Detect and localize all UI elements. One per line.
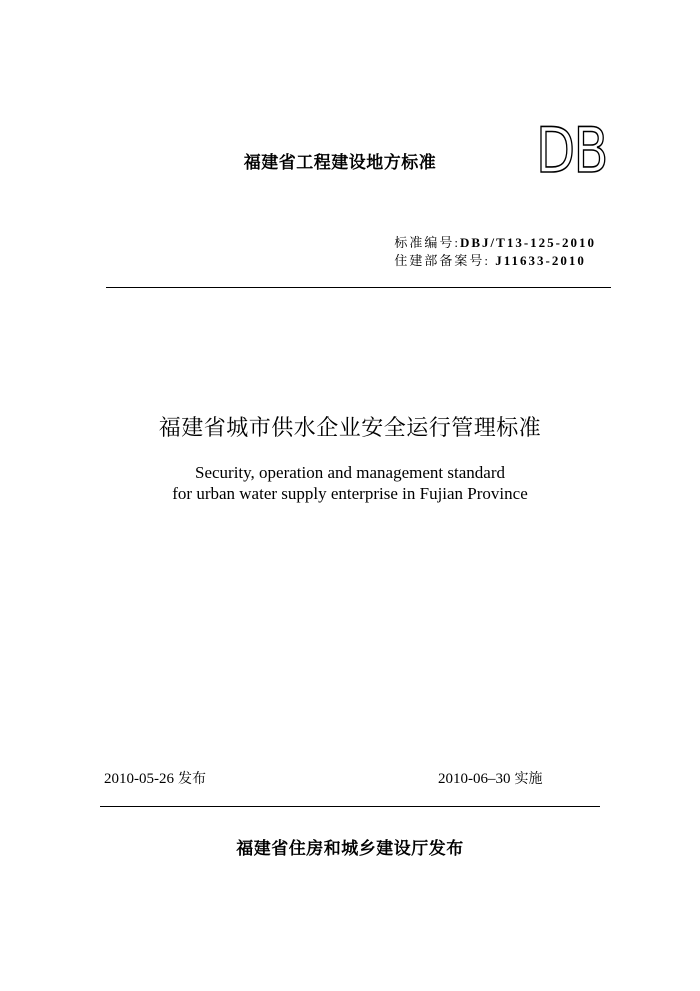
- top-divider: [106, 287, 611, 288]
- implementation-date: 2010-06–30: [438, 771, 511, 787]
- title-en-line-2: for urban water supply enterprise in Fujian Province: [172, 484, 528, 503]
- standard-number-row: [394, 234, 596, 252]
- standard-number-label: 标准编号:: [394, 235, 460, 250]
- record-number-value: J11633-2010: [490, 253, 586, 268]
- document-title-cn: 福建省城市供水企业安全运行管理标准: [158, 416, 542, 441]
- issue-label: 发布: [178, 771, 206, 787]
- implementation-label: 实施: [514, 771, 543, 787]
- header-issuer: 福建省工程建设地方标准: [243, 153, 437, 173]
- implementation-date-block: [438, 768, 543, 788]
- standard-number-block: [394, 234, 596, 270]
- db-standard-mark: DB: [536, 114, 607, 187]
- bottom-divider: [100, 806, 600, 807]
- record-number-label: 住建部备案号:: [394, 253, 490, 268]
- title-en-line-1: Security, operation and management standard: [195, 463, 505, 482]
- standard-number-value: DBJ/T13-125-2010: [460, 235, 596, 250]
- issue-date: 2010-05-26: [104, 771, 174, 787]
- footer-issuer: 福建省住房和城乡建设厅发布: [236, 839, 464, 859]
- record-number-row: [394, 252, 596, 270]
- document-title-en: [0, 462, 700, 504]
- issue-date-block: [104, 768, 206, 788]
